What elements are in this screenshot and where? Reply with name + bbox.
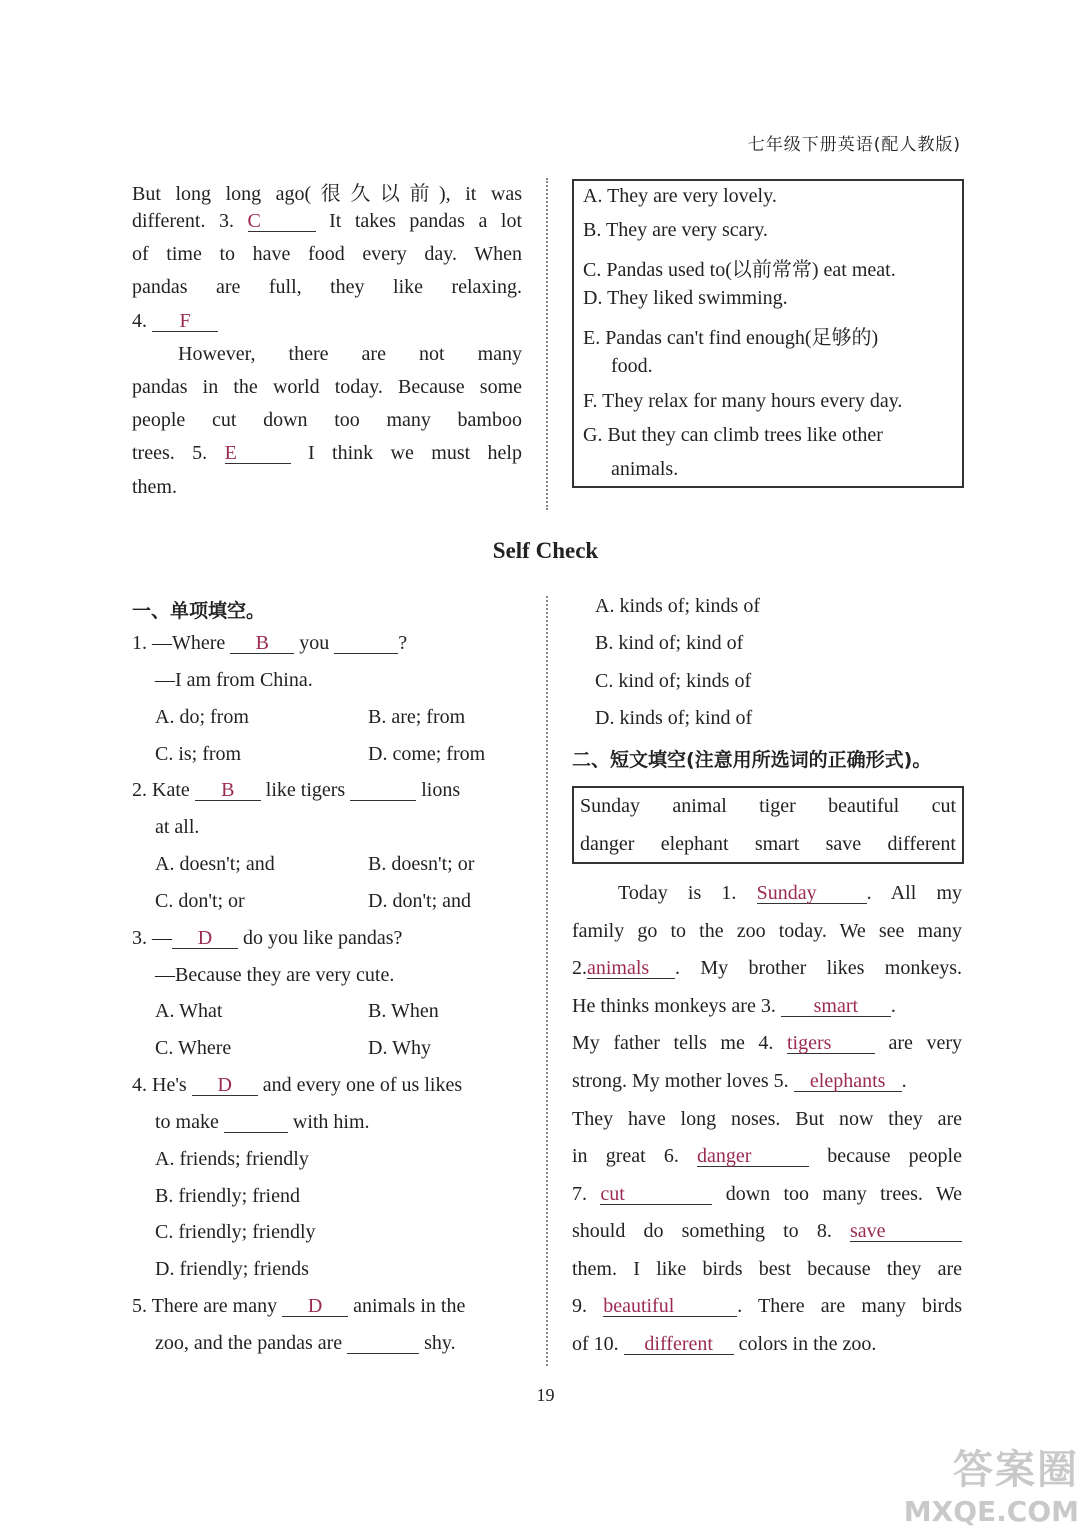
- cloze-line: of 10. different colors in the zoo.: [572, 1333, 877, 1355]
- passage-line: pandas in the world today. Because some: [132, 376, 522, 398]
- question-4: 4. He's D and every one of us likes: [132, 1074, 463, 1096]
- choice-a: A. friends; friendly: [155, 1148, 309, 1170]
- question-2: 2. Kate B like tigers lions: [132, 779, 461, 801]
- passage-line: different. 3. C It takes pandas a lot: [132, 210, 523, 232]
- choice-d: D. don't; and: [368, 890, 472, 912]
- passage-line: trees. 5. E I think we must help: [132, 442, 522, 464]
- answer-blank: D: [192, 1075, 258, 1096]
- book-header: 七年级下册英语(配人教版): [747, 135, 961, 155]
- question-1: 1. —Where B you ?: [132, 632, 408, 654]
- cloze-line: should do something to 8. save: [572, 1220, 962, 1243]
- answer-blank: D: [172, 928, 238, 949]
- choice-d: D. Why: [368, 1037, 431, 1059]
- cloze-line: strong. My mother loves 5. elephants .: [572, 1070, 907, 1092]
- answer-blank: B: [230, 633, 294, 654]
- choice-c: C. is; from: [155, 743, 242, 765]
- column-divider: [546, 178, 548, 510]
- cloze-line: them. I like birds best because they are: [572, 1258, 962, 1280]
- answer-blank: Sunday: [757, 883, 867, 904]
- empty-blank: [347, 1333, 419, 1354]
- choice-a: A. What: [155, 1000, 223, 1022]
- choice-c: C. Where: [155, 1037, 232, 1059]
- cloze-line: 2.animals . My brother likes monkeys.: [572, 957, 962, 979]
- cloze-line: family go to the zoo today. We see many: [572, 920, 962, 942]
- question-line: —Because they are very cute.: [155, 964, 395, 986]
- option-item: food.: [611, 355, 653, 377]
- question-line: at all.: [155, 816, 200, 838]
- cloze-line: 7. cut down too many trees. We: [572, 1183, 963, 1205]
- passage-line: people cut down too many bamboo: [132, 409, 522, 431]
- question-line: to make with him.: [155, 1111, 370, 1133]
- answer-blank: elephants: [794, 1071, 902, 1092]
- answer-blank: animals: [587, 958, 675, 979]
- option-item: G. But they can climb trees like other: [583, 424, 883, 446]
- cloze-line: in great 6. danger because people: [572, 1145, 962, 1167]
- choice-b: B. are; from: [368, 706, 466, 728]
- answer-blank: beautiful: [603, 1296, 737, 1317]
- choice-c: C. friendly; friendly: [155, 1221, 316, 1243]
- answer-blank: tigers: [787, 1033, 875, 1054]
- question-5: 5. There are many D animals in the: [132, 1295, 466, 1317]
- passage-line: them.: [132, 476, 177, 498]
- page-number: 19: [536, 1385, 555, 1405]
- option-item: F. They relax for many hours every day.: [583, 390, 903, 412]
- choice-c: C. don't; or: [155, 890, 245, 912]
- choice-b: B. friendly; friend: [155, 1185, 300, 1207]
- passage-line: 4. F: [132, 310, 218, 333]
- passage-line: But long long ago(很久以前), it was: [132, 183, 522, 205]
- answer-blank: E: [225, 443, 291, 464]
- column-divider: [546, 596, 548, 1366]
- choice-a: A. do; from: [155, 706, 249, 728]
- empty-blank: [350, 780, 416, 801]
- answer-blank: danger: [697, 1146, 809, 1167]
- choice-b: B. When: [368, 1000, 439, 1022]
- option-item: D. They liked swimming.: [583, 287, 788, 309]
- option-item: C. Pandas used to(以前常常) eat meat.: [583, 259, 896, 281]
- choice-d: D. friendly; friends: [155, 1258, 309, 1280]
- answer-blank: C: [248, 211, 316, 232]
- answer-blank: F: [152, 311, 218, 332]
- question-line: —I am from China.: [155, 669, 313, 691]
- cloze-line: They have long noses. But now they are: [572, 1108, 962, 1130]
- section-heading: 一、单项填空。: [132, 600, 266, 622]
- cloze-line: Today is 1. Sunday . All my: [618, 882, 962, 904]
- empty-blank: [224, 1112, 288, 1133]
- option-item: E. Pandas can't find enough(足够的): [583, 327, 879, 349]
- cloze-line: 9. beautiful . There are many birds: [572, 1295, 963, 1317]
- section-heading: 二、短文填空(注意用所选词的正确形式)。: [572, 749, 932, 771]
- choice-d: D. kinds of; kind of: [595, 707, 753, 729]
- answer-blank: D: [282, 1296, 348, 1317]
- choice-a: A. kinds of; kinds of: [595, 595, 760, 617]
- option-item: A. They are very lovely.: [583, 185, 777, 207]
- passage-line: of time to have food every day. When: [132, 243, 522, 265]
- cloze-line: He thinks monkeys are 3. smart .: [572, 995, 896, 1017]
- word-row: danger elephant smart save different: [580, 833, 956, 855]
- question-line: zoo, and the pandas are shy.: [155, 1332, 456, 1354]
- choice-b: B. doesn't; or: [368, 853, 475, 875]
- answer-blank: B: [195, 780, 261, 801]
- word-row: Sunday animal tiger beautiful cut: [580, 795, 956, 817]
- passage-line: However, there are not many: [178, 343, 522, 365]
- section-title: Self Check: [492, 538, 599, 563]
- choice-c: C. kind of; kinds of: [595, 670, 752, 692]
- answer-blank: smart: [781, 996, 891, 1017]
- option-item: animals.: [611, 458, 679, 480]
- answer-blank: save: [850, 1221, 962, 1242]
- cloze-line: My father tells me 4. tigers are very: [572, 1032, 963, 1054]
- option-item: B. They are very scary.: [583, 219, 768, 241]
- passage-line: pandas are full, they like relaxing.: [132, 276, 522, 298]
- answer-blank: different: [624, 1334, 734, 1355]
- choice-b: B. kind of; kind of: [595, 632, 744, 654]
- answer-blank: cut: [600, 1184, 712, 1205]
- question-3: 3. — D do you like pandas?: [132, 927, 403, 949]
- watermark-logo: 答案圈 MXQE.COM: [903, 1447, 1079, 1528]
- choice-d: D. come; from: [368, 743, 486, 765]
- empty-blank: [334, 633, 398, 654]
- choice-a: A. doesn't; and: [155, 853, 275, 875]
